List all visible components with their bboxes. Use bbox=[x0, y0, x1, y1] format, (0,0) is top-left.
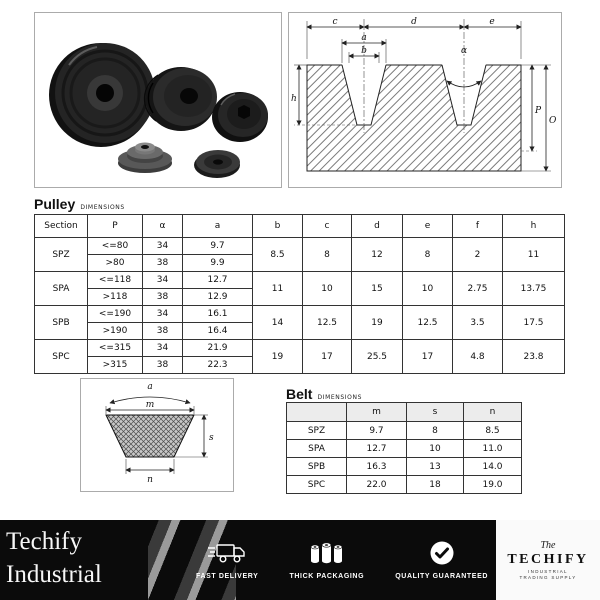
dim-label-h: h bbox=[291, 94, 297, 104]
section-cell: SPB bbox=[35, 306, 88, 340]
belt-value-cell: 11.0 bbox=[464, 440, 522, 458]
brand-line-1: Techify bbox=[6, 528, 82, 555]
h-cell: 11 bbox=[503, 238, 565, 272]
p-cell: <=80 bbox=[88, 238, 143, 255]
alpha-cell: 34 bbox=[143, 238, 183, 255]
large-pulley bbox=[49, 43, 155, 147]
badge-fast-delivery bbox=[196, 540, 258, 580]
belt-value-cell: 12.7 bbox=[347, 440, 407, 458]
belt-value-cell: 16.3 bbox=[347, 458, 407, 476]
logo-subtitle-2: TRADING SUPPLY bbox=[519, 575, 577, 580]
techify-logo bbox=[496, 520, 600, 600]
belt-col-header: n bbox=[464, 403, 522, 422]
a-cell: 9.9 bbox=[183, 255, 253, 272]
belt-dimensions-table bbox=[286, 402, 522, 494]
pulley-row bbox=[35, 238, 565, 255]
footer bbox=[0, 520, 600, 600]
pulley-title-sub: dimensions bbox=[80, 202, 125, 211]
a-cell: 21.9 bbox=[183, 340, 253, 357]
belt-value-cell: 13 bbox=[407, 458, 464, 476]
d-cell: 15 bbox=[352, 272, 403, 306]
dim-label-O: O bbox=[549, 116, 557, 126]
brand-name bbox=[6, 525, 102, 591]
f-cell: 2 bbox=[453, 238, 503, 272]
dim-label-e: e bbox=[489, 17, 495, 27]
belt-col-header: s bbox=[407, 403, 464, 422]
p-cell: <=190 bbox=[88, 306, 143, 323]
d-cell: 19 bbox=[352, 306, 403, 340]
f-cell: 2.75 bbox=[453, 272, 503, 306]
belt-dim-label-m: m bbox=[145, 400, 155, 410]
a-cell: 16.4 bbox=[183, 323, 253, 340]
dim-label-alpha: α bbox=[460, 46, 468, 56]
belt-dim-label-a: a bbox=[147, 382, 153, 392]
belt-table-body bbox=[287, 422, 522, 494]
belt-row bbox=[287, 458, 522, 476]
badge-label-quality-guaranteed: QUALITY GUARANTEED bbox=[395, 573, 488, 580]
b-cell: 8.5 bbox=[253, 238, 303, 272]
pulley-col-header: a bbox=[183, 215, 253, 238]
belt-value-cell: 18 bbox=[407, 476, 464, 494]
pulley-table-body bbox=[35, 238, 565, 374]
e-cell: 8 bbox=[403, 238, 453, 272]
a-cell: 22.3 bbox=[183, 357, 253, 374]
pulley-col-header: P bbox=[88, 215, 143, 238]
p-cell: >315 bbox=[88, 357, 143, 374]
belt-table-title bbox=[286, 384, 362, 403]
belt-row bbox=[287, 440, 522, 458]
badge-thick-packaging bbox=[290, 540, 365, 580]
check-icon bbox=[428, 540, 456, 566]
pulley-col-header: Section bbox=[35, 215, 88, 238]
alpha-cell: 34 bbox=[143, 340, 183, 357]
alpha-cell: 34 bbox=[143, 272, 183, 289]
b-cell: 11 bbox=[253, 272, 303, 306]
e-cell: 10 bbox=[403, 272, 453, 306]
belt-title-sub: dimensions bbox=[317, 392, 362, 401]
belt-value-cell: 22.0 bbox=[347, 476, 407, 494]
alpha-cell: 34 bbox=[143, 306, 183, 323]
groove-drawing bbox=[289, 13, 559, 185]
pulley-row bbox=[35, 306, 565, 323]
alpha-cell: 38 bbox=[143, 255, 183, 272]
h-cell: 13.75 bbox=[503, 272, 565, 306]
small-pulley bbox=[212, 92, 268, 142]
truck-icon bbox=[207, 540, 247, 566]
p-cell: >118 bbox=[88, 289, 143, 306]
a-cell: 12.7 bbox=[183, 272, 253, 289]
section-cell: SPA bbox=[35, 272, 88, 306]
a-cell: 12.9 bbox=[183, 289, 253, 306]
p-cell: >190 bbox=[88, 323, 143, 340]
pulley-table-title bbox=[34, 194, 125, 213]
badge-label-fast-delivery: FAST DELIVERY bbox=[196, 573, 259, 580]
belt-section-cell: SPB bbox=[287, 458, 347, 476]
pulley-title-main: Pulley bbox=[34, 196, 76, 212]
package-icon bbox=[307, 540, 347, 566]
e-cell: 17 bbox=[403, 340, 453, 374]
d-cell: 25.5 bbox=[352, 340, 403, 374]
belt-col-header: m bbox=[347, 403, 407, 422]
pulley-row bbox=[35, 272, 565, 289]
alpha-cell: 38 bbox=[143, 289, 183, 306]
belt-value-cell: 19.0 bbox=[464, 476, 522, 494]
belt-cross-section-diagram bbox=[80, 378, 234, 492]
belt-row bbox=[287, 422, 522, 440]
b-cell: 19 bbox=[253, 340, 303, 374]
pulley-col-header: α bbox=[143, 215, 183, 238]
a-cell: 16.1 bbox=[183, 306, 253, 323]
belt-dim-label-s: s bbox=[209, 433, 214, 443]
dim-label-d: d bbox=[411, 17, 417, 27]
pulley-col-header: b bbox=[253, 215, 303, 238]
f-cell: 3.5 bbox=[453, 306, 503, 340]
p-cell: <=118 bbox=[88, 272, 143, 289]
brand-line-2: Industrial bbox=[6, 561, 102, 588]
pulley-col-header: c bbox=[303, 215, 352, 238]
pulley-col-header: e bbox=[403, 215, 453, 238]
belt-title-main: Belt bbox=[286, 386, 313, 402]
pulley-dimensions-table bbox=[34, 214, 565, 374]
footer-badges bbox=[192, 520, 492, 600]
c-cell: 8 bbox=[303, 238, 352, 272]
dim-label-c: c bbox=[332, 17, 338, 27]
pulley-photo bbox=[34, 12, 282, 188]
belt-table-head-row bbox=[287, 403, 522, 422]
belt-drawing bbox=[81, 379, 231, 489]
step-pulley bbox=[118, 143, 172, 174]
pulley-row bbox=[35, 340, 565, 357]
belt-section-cell: SPA bbox=[287, 440, 347, 458]
section-cell: SPC bbox=[35, 340, 88, 374]
alpha-cell: 38 bbox=[143, 357, 183, 374]
pulley-col-header: h bbox=[503, 215, 565, 238]
dim-label-P: P bbox=[535, 106, 542, 116]
c-cell: 12.5 bbox=[303, 306, 352, 340]
medium-pulley bbox=[144, 67, 217, 131]
logo-name-text: TECHIFY bbox=[507, 552, 589, 567]
flat-pulley bbox=[194, 150, 240, 178]
belt-value-cell: 14.0 bbox=[464, 458, 522, 476]
pulley-groove-diagram bbox=[288, 12, 562, 188]
belt-col-header bbox=[287, 403, 347, 422]
c-cell: 17 bbox=[303, 340, 352, 374]
alpha-cell: 38 bbox=[143, 323, 183, 340]
dim-label-b: b bbox=[361, 46, 367, 56]
a-cell: 9.7 bbox=[183, 238, 253, 255]
belt-dim-label-n: n bbox=[147, 475, 153, 485]
logo-subtitle-1: INDUSTRIAL bbox=[528, 569, 568, 574]
h-cell: 17.5 bbox=[503, 306, 565, 340]
badge-label-thick-packaging: THICK PACKAGING bbox=[289, 573, 365, 580]
pulley-table-head-row bbox=[35, 215, 565, 238]
b-cell: 14 bbox=[253, 306, 303, 340]
p-cell: >80 bbox=[88, 255, 143, 272]
e-cell: 12.5 bbox=[403, 306, 453, 340]
logo-script-text: The bbox=[540, 540, 556, 551]
belt-section-cell: SPZ bbox=[287, 422, 347, 440]
badge-quality-guaranteed bbox=[395, 540, 488, 580]
belt-value-cell: 10 bbox=[407, 440, 464, 458]
c-cell: 10 bbox=[303, 272, 352, 306]
belt-value-cell: 8.5 bbox=[464, 422, 522, 440]
p-cell: <=315 bbox=[88, 340, 143, 357]
belt-value-cell: 8 bbox=[407, 422, 464, 440]
belt-value-cell: 9.7 bbox=[347, 422, 407, 440]
dim-label-a: a bbox=[361, 33, 367, 43]
pulley-photo-illustration bbox=[35, 13, 279, 185]
d-cell: 12 bbox=[352, 238, 403, 272]
section-cell: SPZ bbox=[35, 238, 88, 272]
f-cell: 4.8 bbox=[453, 340, 503, 374]
pulley-col-header: f bbox=[453, 215, 503, 238]
belt-section-cell: SPC bbox=[287, 476, 347, 494]
belt-row bbox=[287, 476, 522, 494]
pulley-col-header: d bbox=[352, 215, 403, 238]
h-cell: 23.8 bbox=[503, 340, 565, 374]
